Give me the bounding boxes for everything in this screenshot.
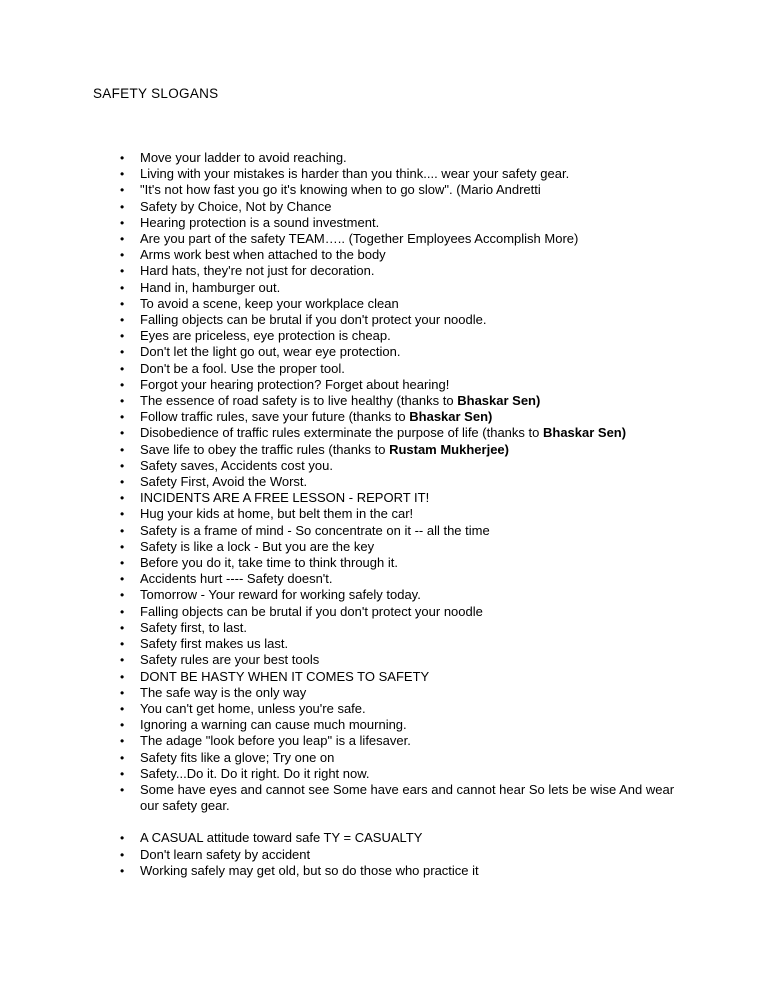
slogan-text: Are you part of the safety TEAM….. (Together Employees Accomplish More): [140, 231, 579, 247]
slogan-item: [93, 555, 678, 571]
slogan-item: [93, 863, 678, 879]
page-title: SAFETY SLOGANS: [93, 86, 219, 101]
slogan-item: [93, 150, 678, 166]
slogan-list-secondary: [93, 830, 678, 879]
slogan-text: "It's not how fast you go it's knowing when to go slow". (Mario Andretti: [140, 182, 541, 198]
slogan-text: Don't let the light go out, wear eye protection.: [140, 344, 401, 360]
slogan-text: Safety first, to last.: [140, 619, 247, 635]
slogan-bold-text: Rustam Mukherjee): [389, 441, 509, 457]
slogan-text: Falling objects can be brutal if you don't protect your noodle: [140, 603, 483, 619]
slogan-text: The essence of road safety is to live healthy (thanks to: [140, 393, 458, 409]
slogan-item: [93, 685, 678, 701]
slogan-item: [93, 750, 678, 766]
slogan-text: Hearing protection is a sound investment.: [140, 214, 380, 230]
slogan-text: Safety first makes us last.: [140, 636, 289, 652]
slogan-item: [93, 231, 678, 247]
slogan-item: [93, 636, 678, 652]
slogan-item: [93, 539, 678, 555]
slogan-text: You can't get home, unless you're safe.: [140, 700, 366, 716]
slogan-text: Hard hats, they're not just for decoration.: [140, 263, 375, 279]
slogan-item: [93, 361, 678, 377]
slogan-text: Eyes are priceless, eye protection is cheap.: [140, 328, 391, 344]
slogan-item: [93, 166, 678, 182]
slogan-item: [93, 701, 678, 717]
slogan-text: Accidents hurt ---- Safety doesn't.: [140, 571, 333, 587]
slogan-item: [93, 312, 678, 328]
slogan-item: [93, 652, 678, 668]
slogan-item: [93, 620, 678, 636]
slogan-text: Arms work best when attached to the body: [140, 247, 386, 263]
slogan-item: [93, 847, 678, 863]
slogan-text: Safety is like a lock - But you are the key: [140, 538, 375, 554]
slogan-item: [93, 733, 678, 749]
slogan-item: [93, 571, 678, 587]
slogan-item: [93, 587, 678, 603]
slogan-item: [93, 442, 678, 458]
slogan-text: Don't be a fool. Use the proper tool.: [140, 360, 345, 376]
slogan-text: Don't learn safety by accident: [140, 846, 311, 862]
slogan-text: To avoid a scene, keep your workplace clean: [140, 295, 399, 311]
slogan-item: [93, 280, 678, 296]
slogan-text: Safety by Choice, Not by Chance: [140, 198, 332, 214]
slogan-item: [93, 296, 678, 312]
slogan-bold-text: Bhaskar Sen): [542, 425, 627, 441]
slogan-item: [93, 458, 678, 474]
slogan-text: Safety rules are your best tools: [140, 652, 320, 668]
slogan-text: Safety First, Avoid the Worst.: [140, 474, 308, 490]
slogan-item: [93, 782, 678, 814]
slogan-text: Falling objects can be brutal if you don't protect your noodle.: [140, 312, 487, 328]
slogan-item: [93, 669, 678, 685]
slogan-text: Safety saves, Accidents cost you.: [140, 457, 333, 473]
slogan-item: [93, 328, 678, 344]
slogan-text: A CASUAL attitude toward safe TY = CASUALTY: [140, 830, 423, 846]
slogan-text: Ignoring a warning can cause much mourning.: [140, 717, 407, 733]
slogan-item: [93, 830, 678, 846]
slogan-item: [93, 717, 678, 733]
slogan-text: Hand in, hamburger out.: [140, 279, 281, 295]
slogan-text: Save life to obey the traffic rules (thanks to: [140, 441, 390, 457]
slogan-text: DONT BE HASTY WHEN IT COMES TO SAFETY: [140, 668, 430, 684]
slogan-item: [93, 263, 678, 279]
slogan-text: The safe way is the only way: [140, 684, 307, 700]
slogan-item: [93, 523, 678, 539]
slogan-item: [93, 199, 678, 215]
slogan-item: [93, 344, 678, 360]
slogan-item: [93, 490, 678, 506]
slogan-bold-text: Bhaskar Sen): [457, 393, 541, 409]
slogan-text: The adage "look before you leap" is a lifesaver.: [140, 733, 411, 749]
slogan-text: Tomorrow - Your reward for working safely today.: [140, 587, 421, 603]
slogan-item: [93, 215, 678, 231]
slogan-item: [93, 506, 678, 522]
slogan-bold-text: Bhaskar Sen): [409, 409, 493, 425]
slogan-text: Safety...Do it. Do it right. Do it right now.: [140, 765, 370, 781]
slogan-item: [93, 604, 678, 620]
slogan-text: Before you do it, take time to think through it.: [140, 555, 398, 571]
slogan-text: Hug your kids at home, but belt them in the car!: [140, 506, 414, 522]
slogan-item: [93, 247, 678, 263]
slogan-text: Follow traffic rules, save your future (thanks to: [140, 409, 410, 425]
slogan-text: Forgot your hearing protection? Forget about hearing!: [140, 376, 450, 392]
slogan-list-main: [93, 150, 678, 814]
slogan-text: INCIDENTS ARE A FREE LESSON - REPORT IT!: [140, 490, 430, 506]
slogan-item: [93, 766, 678, 782]
slogan-text: Some have eyes and cannot see Some have ears and cannot hear So lets be wise And wear our safety gear.: [140, 781, 675, 814]
slogan-text: Move your ladder to avoid reaching.: [140, 150, 347, 165]
slogan-text: Living with your mistakes is harder than you think.... wear your safety gear.: [140, 166, 570, 182]
slogan-item: [93, 377, 678, 393]
slogan-text: Safety fits like a glove; Try one on: [140, 749, 335, 765]
slogan-text: Safety is a frame of mind - So concentrate on it -- all the time: [140, 522, 490, 538]
slogan-item: [93, 409, 678, 425]
slogan-item: [93, 393, 678, 409]
slogan-item: [93, 474, 678, 490]
slogan-text: Disobedience of traffic rules exterminate the purpose of life (thanks to: [140, 425, 543, 441]
slogan-text: Working safely may get old, but so do those who practice it: [140, 862, 479, 878]
slogan-item: [93, 182, 678, 198]
slogan-item: [93, 425, 678, 441]
